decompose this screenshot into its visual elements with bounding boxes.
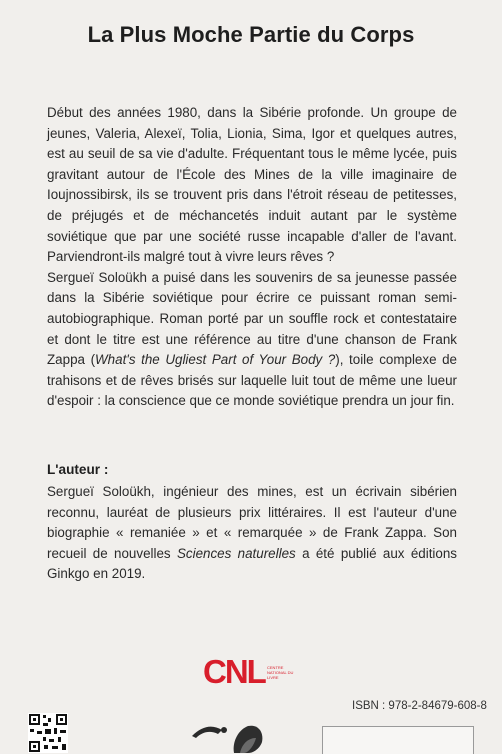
blurb-p2-end: ), toile complexe de trahisons et de rêves brisés sur laquelle luit tout de même une lueur d'espoir : la conscience que ce monde soviétique prendra un jour fin.	[47, 352, 458, 409]
author-bio-end: a été publié aux éditions Ginkgo en 2019.	[47, 545, 457, 582]
book-blurb	[47, 103, 457, 412]
author-heading: L'auteur :	[47, 462, 109, 477]
collection-title: Sciences naturelles	[176, 545, 296, 561]
blurb-paragraph-2	[47, 268, 457, 412]
author-bio-text	[47, 482, 457, 585]
cnl-logo-caption: CENTRE NATIONAL DU LIVRE	[267, 665, 294, 680]
cnl-logo-letters: CNL	[203, 653, 265, 690]
isbn-label: ISBN : 978-2-84679-608-8	[352, 700, 487, 712]
book-title: La Plus Moche Partie du Corps	[87, 22, 415, 47]
author-bio-start: Sergueï Soloükh, ingénieur des mines, est un écrivain sibérien reconnu, lauréat de plusieurs prix littéraires. Il est l'auteur d'une biographie « remaniée » et « remarquée » de Frank Zappa. Son recueil de nouvelles	[47, 484, 457, 561]
blurb-paragraph-1: Début des années 1980, dans la Sibérie profonde. Un groupe de jeunes, Valeria, Alexeï, Tolia, Lionia, Sima, Igor et quelques autres, est au seuil de sa vie d'adulte. Fréquentant tous le même lycée, puis gravitant autour de l'École des Mines de la ville imaginaire de Ioujnossibirsk, ils se trouvent pris dans l'étroit réseau de petitesses, de préjugés et de méchancetés induit autant par le système soviétique que par une société russe incapable d'aller de l'avant. Parviendront-ils malgré tout à vivre leurs rêves ?	[47, 105, 457, 265]
author-bio	[47, 482, 457, 585]
song-title: What's the Ugliest Part of Your Body ?	[95, 352, 336, 368]
barcode-area	[322, 726, 474, 754]
blurb-p2-start: Sergueï Soloükh a puisé dans les souvenirs de sa jeunesse passée dans la Sibérie soviétique pour écrire ce puissant roman semi-autobiographique. Roman porté par un souffle rock et contestataire et dont le titre est une référence au titre d'une chanson de Frank Zappa (	[47, 269, 457, 368]
cnl-logo	[203, 652, 295, 692]
publisher-logo-icon	[188, 718, 268, 753]
qr-code-icon	[28, 713, 68, 753]
